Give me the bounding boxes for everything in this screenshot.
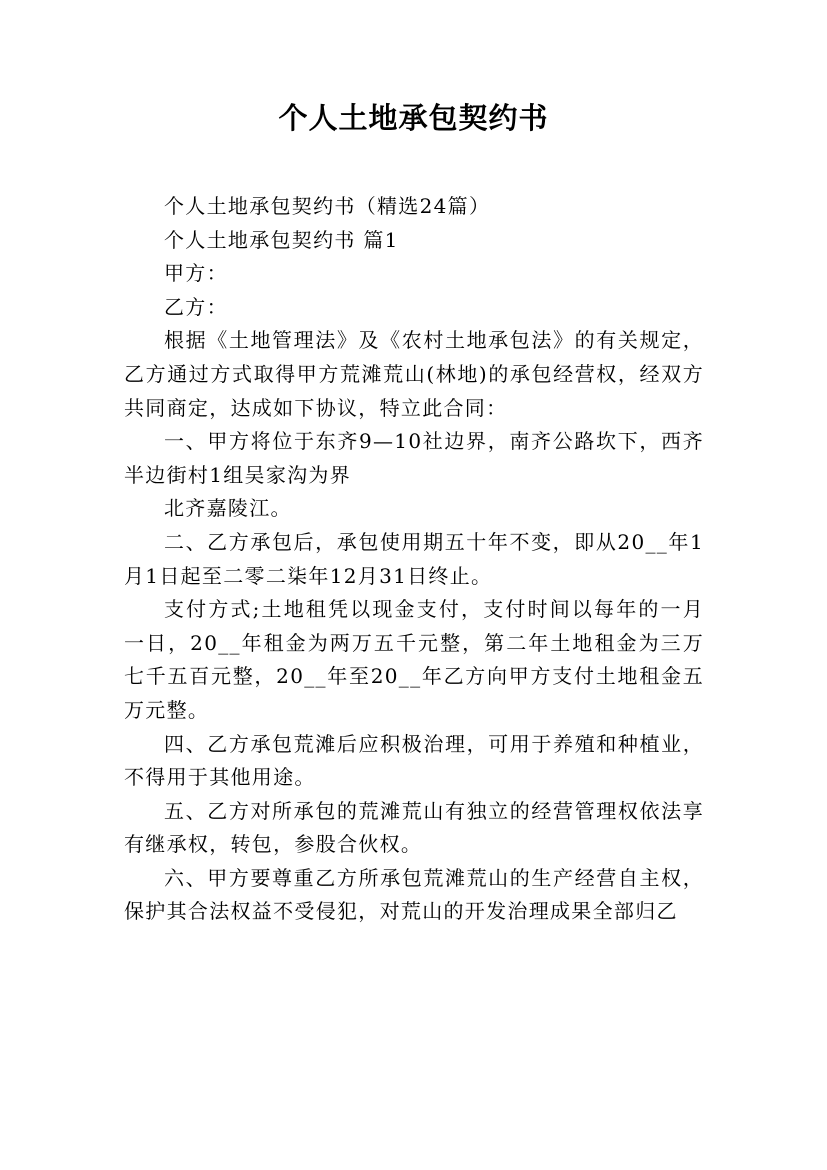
clause-1-continuation: 北齐嘉陵江。 (164, 496, 292, 521)
party-b-line: 乙方： (164, 294, 228, 319)
clause-5-paragraph: 五、乙方对所承包的荒滩荒山有独立的经营管理权依法享有继承权，转包，参股合伙权。 (124, 798, 704, 857)
party-a-line: 甲方： (164, 261, 228, 286)
section-heading: 个人土地承包契约书 篇1 (164, 227, 399, 252)
document-body (124, 190, 704, 929)
clause-4-paragraph: 四、乙方承包荒滩后应积极治理，可用于养殖和种植业，不得用于其他用途。 (124, 731, 704, 790)
document-title: 个人土地承包契约书 (278, 101, 549, 135)
payment-paragraph: 支付方式;土地租凭以现金支付，支付时间以每年的一月一日，20__年租金为两万五千元整，第二年土地租金为三万七千五百元整，20__年至20__年乙方向甲方支付土地租金五万元整。 (124, 597, 704, 722)
clause-2-paragraph: 二、乙方承包后，承包使用期五十年不变，即从20__年1月1日起至二零二柒年12月31日终止。 (124, 529, 704, 588)
clause-1-paragraph: 一、甲方将位于东齐9—10社边界，南齐公路坎下，西齐半边街村1组吴家沟为界 (124, 429, 704, 487)
preamble-paragraph: 根据《土地管理法》及《农村土地承包法》的有关规定，乙方通过方式取得甲方荒滩荒山(林地)的承包经营权，经双方共同商定，达成如下协议，特立此合同： (124, 328, 704, 420)
clause-6-paragraph: 六、甲方要尊重乙方所承包荒滩荒山的生产经营自主权，保护其合法权益不受侵犯，对荒山的开发治理成果全部归乙 (124, 865, 704, 924)
subtitle-line: 个人土地承包契约书（精选24篇） (164, 194, 491, 218)
